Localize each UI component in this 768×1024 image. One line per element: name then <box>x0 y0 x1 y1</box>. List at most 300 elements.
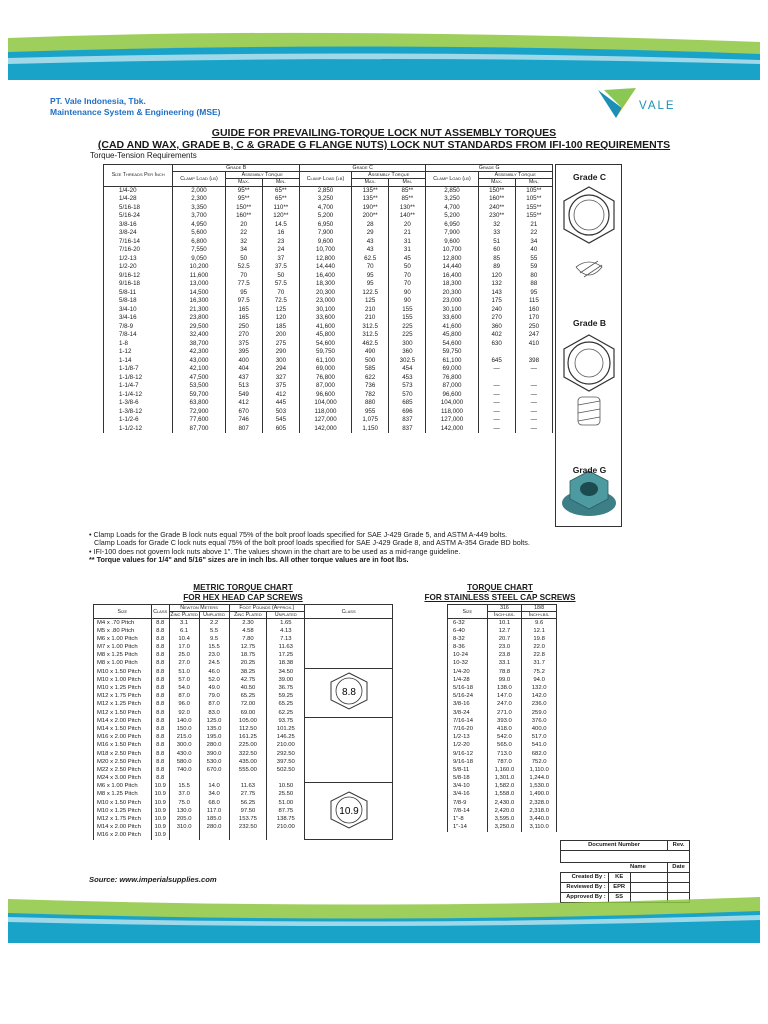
notes <box>89 531 530 564</box>
value-cell: 247 <box>515 331 552 340</box>
value-cell: 30,100 <box>299 305 351 314</box>
grade-g-label: Grade G <box>572 465 607 475</box>
metric-value-cell: 112.50 <box>229 725 267 733</box>
value-cell: 70 <box>262 288 299 297</box>
table-row <box>104 356 553 365</box>
metric-value-cell: 12.75 <box>229 643 267 651</box>
value-cell: 412 <box>262 390 299 399</box>
value-cell: 20,300 <box>299 288 351 297</box>
value-cell: 3,700 <box>173 212 225 221</box>
table-row <box>448 701 557 709</box>
value-cell: 45 <box>389 254 426 263</box>
metric-value-cell: 10.9 <box>151 791 169 799</box>
table-row <box>448 635 557 643</box>
value-cell <box>478 348 515 357</box>
table-row <box>448 824 557 832</box>
ss-size-cell: 6-32 <box>448 619 488 627</box>
ss-value-cell: 752.0 <box>522 758 557 766</box>
value-cell: 122.5 <box>352 288 389 297</box>
size-group <box>104 365 553 382</box>
value-cell: 47,500 <box>173 373 225 382</box>
value-cell: 360 <box>478 322 515 331</box>
value-cell: 18,300 <box>299 280 351 289</box>
value-cell: 300 <box>262 356 299 365</box>
value-cell: 140** <box>389 212 426 221</box>
value-cell: 12,800 <box>426 254 478 263</box>
ss-size-cell: 5/16-24 <box>448 693 488 701</box>
table-row <box>448 750 557 758</box>
value-cell: — <box>515 407 552 416</box>
ss-value-cell: 2,318.0 <box>522 807 557 815</box>
value-cell: 605 <box>262 424 299 433</box>
value-cell: 59,750 <box>299 348 351 357</box>
metric-value-cell: 8.8 <box>151 619 169 627</box>
value-cell: 34 <box>515 237 552 246</box>
metric-value-cell: 10.9 <box>151 799 169 807</box>
value-cell: 200** <box>352 212 389 221</box>
value-cell: 143 <box>478 288 515 297</box>
table-row <box>448 734 557 742</box>
metric-value-cell: 38.25 <box>229 668 267 676</box>
value-cell: 65** <box>262 195 299 204</box>
value-cell: 87,000 <box>299 382 351 391</box>
value-cell <box>478 373 515 382</box>
value-cell: 61,100 <box>426 356 478 365</box>
ss-value-cell: 10.1 <box>487 619 522 627</box>
table-row <box>104 297 553 306</box>
rev-label: Rev. <box>668 841 690 851</box>
page-subtitle: Torque-Tension Requirements <box>90 151 197 160</box>
value-cell: 29,500 <box>173 322 225 331</box>
value-cell: 160** <box>225 212 262 221</box>
metric-value-cell: 8.8 <box>151 701 169 709</box>
value-cell: 70 <box>352 263 389 272</box>
ss-group <box>448 668 557 832</box>
size-cell: 1-3/8-6 <box>104 399 173 408</box>
metric-value-cell: 17.0 <box>169 643 199 651</box>
metric-value-cell: 101.25 <box>267 725 305 733</box>
value-cell: 125 <box>262 305 299 314</box>
value-cell: 41,600 <box>426 322 478 331</box>
value-cell: 250 <box>515 322 552 331</box>
metric-value-cell: 8.8 <box>151 766 169 774</box>
table-row <box>448 660 557 668</box>
ss-size-cell: 3/8-16 <box>448 701 488 709</box>
metric-value-cell: 14.0 <box>199 783 229 791</box>
table-row <box>104 407 553 416</box>
metric-value-cell: 87.0 <box>169 693 199 701</box>
metric-value-cell: 117.0 <box>199 807 229 815</box>
value-cell: 104,000 <box>299 399 351 408</box>
value-cell: 21 <box>389 229 426 238</box>
value-cell <box>515 373 552 382</box>
ss-value-cell: 78.8 <box>487 668 522 676</box>
value-cell: 29 <box>352 229 389 238</box>
value-cell: 110** <box>262 203 299 212</box>
metric-value-cell: 292.50 <box>267 750 305 758</box>
value-cell: 85** <box>389 195 426 204</box>
company-name: PT. Vale Indonesia, Tbk. <box>50 96 146 106</box>
value-cell: 453 <box>389 373 426 382</box>
metric-value-cell: 92.0 <box>169 709 199 717</box>
size-cell: 1/4-20 <box>104 186 173 195</box>
ss-unit-header: Inch-lbs. <box>487 612 522 619</box>
ss-size-cell: 6-40 <box>448 627 488 635</box>
value-cell: 1,150 <box>352 424 389 433</box>
grade-illustration-panel <box>555 164 622 527</box>
ss-value-cell: 1,244.0 <box>522 774 557 782</box>
table-row <box>448 799 557 807</box>
value-cell: 105** <box>515 186 552 195</box>
table-row <box>104 263 553 272</box>
value-cell: 645 <box>478 356 515 365</box>
metric-value-cell: 138.75 <box>267 815 305 823</box>
value-cell: 20,300 <box>426 288 478 297</box>
metric-value-cell: 42.75 <box>229 676 267 684</box>
value-cell: 118,000 <box>426 407 478 416</box>
metric-group <box>94 668 393 717</box>
size-cell: 1-3/8-12 <box>104 407 173 416</box>
size-cell: 1-1/8-7 <box>104 365 173 374</box>
size-cell: 1-1/2-6 <box>104 416 173 425</box>
metric-value-cell: 280.0 <box>199 742 229 750</box>
size-cell: 1-1/2-12 <box>104 424 173 433</box>
metric-value-cell: 140.0 <box>169 717 199 725</box>
metric-value-cell: 75.0 <box>169 799 199 807</box>
value-cell: 31 <box>389 246 426 255</box>
value-cell: 573 <box>389 382 426 391</box>
table-row <box>104 229 553 238</box>
metric-value-cell: 18.75 <box>229 652 267 660</box>
value-cell: 118,000 <box>299 407 351 416</box>
value-cell: 96,600 <box>299 390 351 399</box>
value-cell: 45,800 <box>299 331 351 340</box>
metric-value-cell: 9.5 <box>199 635 229 643</box>
table-row <box>94 619 393 627</box>
metric-value-cell: 195.0 <box>199 734 229 742</box>
value-cell: 90 <box>389 297 426 306</box>
ss-size-cell: 1"-14 <box>448 824 488 832</box>
metric-group <box>94 783 393 840</box>
size-cell: 3/4-10 <box>104 305 173 314</box>
metric-value-cell: 390.0 <box>199 750 229 758</box>
metric-value-cell: 2.30 <box>229 619 267 627</box>
value-cell: 375 <box>262 382 299 391</box>
metric-size-cell: M5 x .80 Pitch <box>94 627 152 635</box>
value-cell: 404 <box>225 365 262 374</box>
metric-value-cell: 8.8 <box>151 717 169 725</box>
value-cell: 50 <box>225 254 262 263</box>
value-cell: — <box>478 424 515 433</box>
value-cell: 270 <box>225 331 262 340</box>
metric-value-cell: 8.8 <box>151 758 169 766</box>
class-8-8-hex-icon <box>327 671 371 711</box>
table-row <box>448 652 557 660</box>
ss-value-cell: 75.2 <box>522 668 557 676</box>
metric-value-cell: 530.0 <box>199 758 229 766</box>
vale-logo-icon <box>596 86 641 122</box>
ss-size-cell: 7/16-20 <box>448 725 488 733</box>
table-row <box>104 195 553 204</box>
size-cell: 7/8-14 <box>104 331 173 340</box>
value-cell: 54,600 <box>426 339 478 348</box>
metric-value-cell: 8.8 <box>151 693 169 701</box>
table-row <box>448 709 557 717</box>
size-cell: 1-14 <box>104 356 173 365</box>
table-row <box>94 717 393 725</box>
metric-value-cell: 25.50 <box>267 791 305 799</box>
value-cell: 70 <box>225 271 262 280</box>
class-10-9-hex-icon <box>327 790 371 830</box>
value-cell: 549 <box>225 390 262 399</box>
size-group <box>104 237 553 254</box>
value-cell: 7,550 <box>173 246 225 255</box>
value-cell: 95 <box>515 288 552 297</box>
stainless-torque-table <box>447 604 557 832</box>
ss-value-cell: 787.0 <box>487 758 522 766</box>
value-cell: 32 <box>478 220 515 229</box>
grade-c-side-icon <box>576 261 602 277</box>
value-cell: 2,300 <box>173 195 225 204</box>
note-grade-b: • Clamp Loads for the Grade B lock nuts equal 75% of the bolt proof loads specified for SAE J-429 Grade 5, and ASTM A-449 bolts. <box>89 530 508 539</box>
ss-value-cell: 23.8 <box>487 652 522 660</box>
ss-value-cell: 12.1 <box>522 627 557 635</box>
value-cell: 21,300 <box>173 305 225 314</box>
value-cell: 500 <box>352 356 389 365</box>
value-cell: 445 <box>262 399 299 408</box>
value-cell: 9,600 <box>426 237 478 246</box>
value-cell: 72.5 <box>262 297 299 306</box>
value-cell: 240 <box>478 305 515 314</box>
value-cell: 16 <box>262 229 299 238</box>
ss-value-cell: 22.0 <box>522 643 557 651</box>
value-cell: 7,900 <box>426 229 478 238</box>
table-row <box>104 348 553 357</box>
table-row <box>104 365 553 374</box>
grade-b-nut-icon <box>564 335 614 391</box>
ss-value-cell: 393.0 <box>487 717 522 725</box>
value-cell: 165 <box>225 314 262 323</box>
value-cell: 225 <box>389 322 426 331</box>
ss-size-cell: 3/8-24 <box>448 709 488 717</box>
metric-value-cell: 153.75 <box>229 815 267 823</box>
size-cell: 7/8-9 <box>104 322 173 331</box>
metric-size-cell: M10 x 1.25 Pitch <box>94 684 152 692</box>
value-cell: 312.5 <box>352 331 389 340</box>
value-cell: 185 <box>262 322 299 331</box>
table-row <box>104 186 553 195</box>
metric-value-cell <box>199 832 229 840</box>
value-cell: 685 <box>389 399 426 408</box>
value-cell: 28 <box>352 220 389 229</box>
newton-meters-header: Newton Meters <box>169 605 229 612</box>
value-cell: 513 <box>225 382 262 391</box>
ss-value-cell: 1,582.0 <box>487 783 522 791</box>
metric-value-cell <box>169 832 199 840</box>
value-cell: 300 <box>389 339 426 348</box>
metric-value-cell: 87.0 <box>199 701 229 709</box>
metric-value-cell: 2.2 <box>199 619 229 627</box>
metric-value-cell: 430.0 <box>169 750 199 758</box>
zinc-plated-header: Zinc Plated <box>229 612 267 619</box>
size-cell: 1-8 <box>104 339 173 348</box>
value-cell: 20 <box>225 220 262 229</box>
ss-value-cell: 31.7 <box>522 660 557 668</box>
ss-value-cell: 1,490.0 <box>522 791 557 799</box>
ss-value-cell: 247.0 <box>487 701 522 709</box>
metric-value-cell <box>199 774 229 782</box>
value-cell: 42,300 <box>173 348 225 357</box>
value-cell: 240** <box>478 203 515 212</box>
ss-value-cell: 376.0 <box>522 717 557 725</box>
size-cell: 5/8-11 <box>104 288 173 297</box>
metric-value-cell: 27.75 <box>229 791 267 799</box>
unplated-header: Unplated <box>267 612 305 619</box>
value-cell: 570 <box>389 390 426 399</box>
value-cell: 22 <box>225 229 262 238</box>
ss-size-cell: 9/16-12 <box>448 750 488 758</box>
value-cell: 87,000 <box>426 382 478 391</box>
value-cell: 10,200 <box>173 263 225 272</box>
value-cell: 4,700 <box>426 203 478 212</box>
metric-torque-table <box>93 604 393 840</box>
metric-value-cell: 10.9 <box>151 815 169 823</box>
metric-size-cell: M10 x 1.25 Pitch <box>94 807 152 815</box>
value-cell: 43 <box>352 246 389 255</box>
metric-value-cell: 62.25 <box>267 709 305 717</box>
ss-size-cell: 1/4-28 <box>448 676 488 684</box>
metric-value-cell: 10.9 <box>151 824 169 832</box>
assembly-torque-header: Assembly Torque <box>478 172 552 179</box>
value-cell: 155 <box>389 305 426 314</box>
value-cell: 23 <box>262 237 299 246</box>
metric-value-cell: 11.63 <box>267 643 305 651</box>
metric-value-cell: 65.25 <box>267 701 305 709</box>
value-cell: 89 <box>478 263 515 272</box>
ss-value-cell: 400.0 <box>522 725 557 733</box>
value-cell: 10,700 <box>426 246 478 255</box>
metric-value-cell: 69.00 <box>229 709 267 717</box>
value-cell: 135** <box>352 186 389 195</box>
vale-logo <box>596 86 716 126</box>
table-row <box>448 717 557 725</box>
metric-value-cell: 105.00 <box>229 717 267 725</box>
size-group <box>104 339 553 365</box>
value-cell: 37 <box>262 254 299 263</box>
ss-size-cell: 5/16-18 <box>448 684 488 692</box>
metric-value-cell <box>267 832 305 840</box>
metric-value-cell: 24.5 <box>199 660 229 668</box>
value-cell: 127,000 <box>299 416 351 425</box>
value-cell: 3,250 <box>426 195 478 204</box>
ss-size-cell: 5/8-18 <box>448 774 488 782</box>
value-cell: 6,950 <box>299 220 351 229</box>
metric-value-cell: 10.9 <box>151 783 169 791</box>
value-cell: 77,600 <box>173 416 225 425</box>
value-cell: 5,200 <box>299 212 351 221</box>
ss-value-cell: 19.8 <box>522 635 557 643</box>
metric-value-cell: 8.8 <box>151 635 169 643</box>
metric-value-cell: 8.8 <box>151 725 169 733</box>
metric-value-cell: 8.8 <box>151 676 169 684</box>
value-cell: 200 <box>262 331 299 340</box>
value-cell: 23,000 <box>299 297 351 306</box>
value-cell: 5,600 <box>173 229 225 238</box>
table-row <box>448 791 557 799</box>
metric-value-cell: 161.25 <box>229 734 267 742</box>
value-cell: 155** <box>515 203 552 212</box>
value-cell: 125 <box>352 297 389 306</box>
table-row <box>448 684 557 692</box>
value-cell: 61,100 <box>299 356 351 365</box>
value-cell: — <box>515 424 552 433</box>
metric-value-cell: 15.5 <box>199 643 229 651</box>
created-by-name: KE <box>608 873 630 883</box>
metric-value-cell: 300.0 <box>169 742 199 750</box>
metric-value-cell: 8.8 <box>151 660 169 668</box>
value-cell: 115 <box>515 297 552 306</box>
table-row <box>104 220 553 229</box>
max-header: Max. <box>352 179 389 186</box>
bottom-banner <box>8 895 760 945</box>
ss-value-cell: 271.0 <box>487 709 522 717</box>
metric-size-cell: M12 x 1.75 Pitch <box>94 693 152 701</box>
metric-value-cell: 8.8 <box>151 627 169 635</box>
value-cell: 9,600 <box>299 237 351 246</box>
metric-size-cell: M20 x 2.50 Pitch <box>94 758 152 766</box>
size-cell: 3/4-16 <box>104 314 173 323</box>
table-row <box>104 322 553 331</box>
metric-value-cell: 435.00 <box>229 758 267 766</box>
size-group <box>104 186 553 203</box>
table-row <box>448 774 557 782</box>
metric-size-cell: M6 x 1.00 Pitch <box>94 635 152 643</box>
value-cell: 210 <box>352 314 389 323</box>
value-cell: 746 <box>225 416 262 425</box>
value-cell: 622 <box>352 373 389 382</box>
table-row <box>104 203 553 212</box>
value-cell: 142,000 <box>426 424 478 433</box>
value-cell: 782 <box>352 390 389 399</box>
value-cell: 85** <box>389 186 426 195</box>
class-value: 8.8 <box>341 687 356 699</box>
ss-value-cell: 1,301.0 <box>487 774 522 782</box>
value-cell: 41,600 <box>299 322 351 331</box>
size-cell: 7/16-14 <box>104 237 173 246</box>
metric-value-cell: 130.0 <box>169 807 199 815</box>
class-icon-cell <box>305 668 393 717</box>
metric-size-cell: M12 x 1.25 Pitch <box>94 701 152 709</box>
value-cell: 51 <box>478 237 515 246</box>
value-cell: 76,800 <box>299 373 351 382</box>
value-cell: 105** <box>515 195 552 204</box>
table-row <box>448 742 557 750</box>
value-cell: 837 <box>389 424 426 433</box>
value-cell: 490 <box>352 348 389 357</box>
metric-value-cell: 5.5 <box>199 627 229 635</box>
ss-size-cell: 7/16-14 <box>448 717 488 725</box>
ss-value-cell: 20.7 <box>487 635 522 643</box>
ss-value-cell: 1,110.0 <box>522 766 557 774</box>
size-header: Size Threads Per Inch <box>104 165 173 187</box>
value-cell: 437 <box>225 373 262 382</box>
grade-b-header: Grade B <box>173 165 300 172</box>
assembly-torque-header: Assembly Torque <box>225 172 299 179</box>
value-cell: 50 <box>262 271 299 280</box>
table-row <box>104 212 553 221</box>
metric-value-cell: 37.0 <box>169 791 199 799</box>
size-group <box>104 382 553 399</box>
